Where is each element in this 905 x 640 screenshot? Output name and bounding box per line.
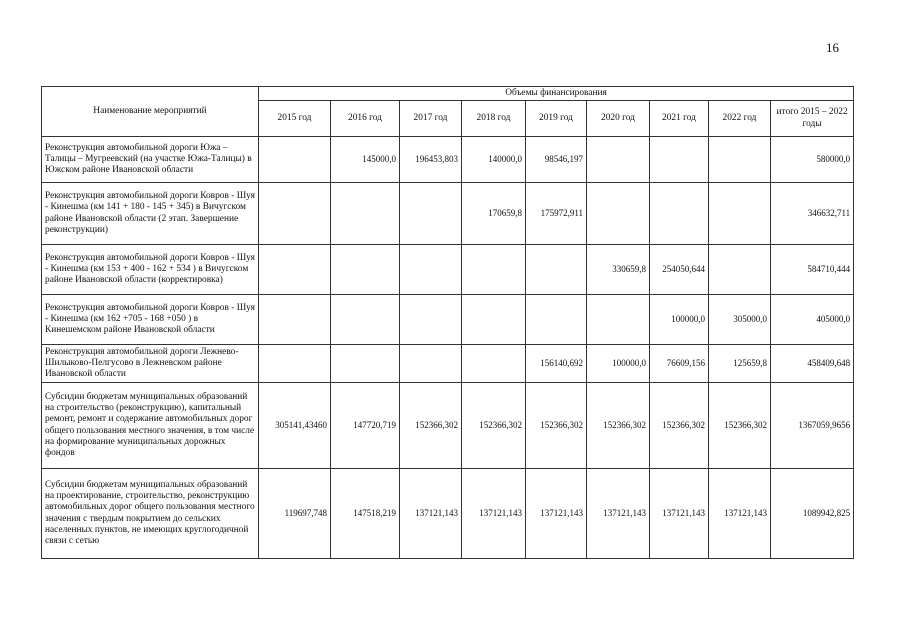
value-cell: 305141,43460 bbox=[259, 383, 331, 469]
value-cell: 145000,0 bbox=[331, 137, 400, 183]
table-row bbox=[42, 295, 854, 345]
name-column-header: Наименование мероприятий bbox=[42, 87, 259, 137]
value-cell bbox=[650, 137, 709, 183]
value-cell bbox=[587, 183, 650, 245]
value-cell bbox=[400, 345, 462, 383]
value-cell: 137121,143 bbox=[709, 469, 771, 559]
year-header: 2019 год bbox=[526, 101, 587, 137]
value-cell: 152366,302 bbox=[587, 383, 650, 469]
value-cell bbox=[331, 295, 400, 345]
year-header: 2015 год bbox=[259, 101, 331, 137]
year-header: 2022 год bbox=[709, 101, 771, 137]
value-cell: 152366,302 bbox=[400, 383, 462, 469]
value-cell: 137121,143 bbox=[462, 469, 526, 559]
financing-table bbox=[41, 86, 854, 559]
year-header: 2018 год bbox=[462, 101, 526, 137]
value-cell bbox=[709, 183, 771, 245]
value-cell: 147518,219 bbox=[331, 469, 400, 559]
row-name: Субсидии бюджетам муниципальных образований на строительство (реконструкцию), капитальный ремонт, ремонт и содержание автомобильных дорог общего пользования местного значения, в том числе на формирование муниципальных дорожных фондов bbox=[42, 383, 259, 469]
table-row bbox=[42, 183, 854, 245]
value-cell bbox=[259, 295, 331, 345]
value-cell: 254050,644 bbox=[650, 245, 709, 295]
total-cell: 580000,0 bbox=[771, 137, 854, 183]
value-cell bbox=[400, 295, 462, 345]
value-cell bbox=[462, 245, 526, 295]
page-number: 16 bbox=[826, 40, 839, 55]
value-cell: 152366,302 bbox=[650, 383, 709, 469]
value-cell bbox=[462, 295, 526, 345]
value-cell: 147720,719 bbox=[331, 383, 400, 469]
value-cell bbox=[331, 245, 400, 295]
value-cell bbox=[587, 295, 650, 345]
year-header: 2020 год bbox=[587, 101, 650, 137]
value-cell: 330659,8 bbox=[587, 245, 650, 295]
value-cell bbox=[400, 183, 462, 245]
total-cell: 405000,0 bbox=[771, 295, 854, 345]
total-cell: 1367059,9656 bbox=[771, 383, 854, 469]
value-cell: 76609,156 bbox=[650, 345, 709, 383]
year-header: 2017 год bbox=[400, 101, 462, 137]
total-header: итого 2015 – 2022 годы bbox=[771, 101, 854, 137]
value-cell bbox=[259, 245, 331, 295]
value-cell: 305000,0 bbox=[709, 295, 771, 345]
value-cell bbox=[259, 183, 331, 245]
value-cell bbox=[331, 183, 400, 245]
value-cell bbox=[709, 137, 771, 183]
financing-group-header: Объемы финансирования bbox=[259, 87, 854, 101]
value-cell: 140000,0 bbox=[462, 137, 526, 183]
value-cell: 152366,302 bbox=[526, 383, 587, 469]
row-name: Реконструкция автомобильной дороги Южа – Талицы – Мугреевский (на участке Южа-Талицы) в Южском районе Ивановской области bbox=[42, 137, 259, 183]
table-row bbox=[42, 137, 854, 183]
value-cell bbox=[526, 245, 587, 295]
value-cell bbox=[709, 245, 771, 295]
value-cell: 170659,8 bbox=[462, 183, 526, 245]
table-row bbox=[42, 383, 854, 469]
total-cell: 584710,444 bbox=[771, 245, 854, 295]
value-cell: 100000,0 bbox=[587, 345, 650, 383]
value-cell bbox=[526, 295, 587, 345]
year-header: 2021 год bbox=[650, 101, 709, 137]
value-cell: 137121,143 bbox=[526, 469, 587, 559]
value-cell bbox=[331, 345, 400, 383]
value-cell bbox=[259, 137, 331, 183]
value-cell: 137121,143 bbox=[400, 469, 462, 559]
value-cell: 125659,8 bbox=[709, 345, 771, 383]
value-cell bbox=[400, 245, 462, 295]
header-row-group bbox=[42, 87, 854, 101]
row-name: Реконструкция автомобильной дороги Ковров - Шуя - Кинешма (км 141 + 180 - 145 + 345) в Вичугском районе Ивановской области (2 этап. Завершение реконструкции) bbox=[42, 183, 259, 245]
total-cell: 346632,711 bbox=[771, 183, 854, 245]
year-header: 2016 год bbox=[331, 101, 400, 137]
row-name: Реконструкция автомобильной дороги Лежнево-Шилыково-Пелгусово в Лежневском районе Ивановской области bbox=[42, 345, 259, 383]
table-row bbox=[42, 245, 854, 295]
table-row bbox=[42, 345, 854, 383]
value-cell bbox=[587, 137, 650, 183]
value-cell: 196453,803 bbox=[400, 137, 462, 183]
total-cell: 1089942,825 bbox=[771, 469, 854, 559]
value-cell: 137121,143 bbox=[587, 469, 650, 559]
value-cell: 137121,143 bbox=[650, 469, 709, 559]
table-row bbox=[42, 469, 854, 559]
row-name: Реконструкция автомобильной дороги Ковров - Шуя - Кинешма (км 153 + 400 - 162 + 534 ) в Вичугском районе Ивановской области (корректировка) bbox=[42, 245, 259, 295]
value-cell: 119697,748 bbox=[259, 469, 331, 559]
value-cell: 152366,302 bbox=[709, 383, 771, 469]
value-cell: 100000,0 bbox=[650, 295, 709, 345]
value-cell bbox=[462, 345, 526, 383]
value-cell bbox=[650, 183, 709, 245]
row-name: Субсидии бюджетам муниципальных образований на проектирование, строительство, реконструкцию автомобильных дорог общего пользования местного значения с твердым покрытием до сельских населенных пунктов, не имеющих круглогодичной связи с сетью bbox=[42, 469, 259, 559]
value-cell: 152366,302 bbox=[462, 383, 526, 469]
value-cell: 175972,911 bbox=[526, 183, 587, 245]
value-cell: 156140,692 bbox=[526, 345, 587, 383]
total-cell: 458409,648 bbox=[771, 345, 854, 383]
value-cell bbox=[259, 345, 331, 383]
row-name: Реконструкция автомобильной дороги Ковров - Шуя - Кинешма (км 162 +705 - 168 +050 ) в Кинешемском районе Ивановской области bbox=[42, 295, 259, 345]
value-cell: 98546,197 bbox=[526, 137, 587, 183]
